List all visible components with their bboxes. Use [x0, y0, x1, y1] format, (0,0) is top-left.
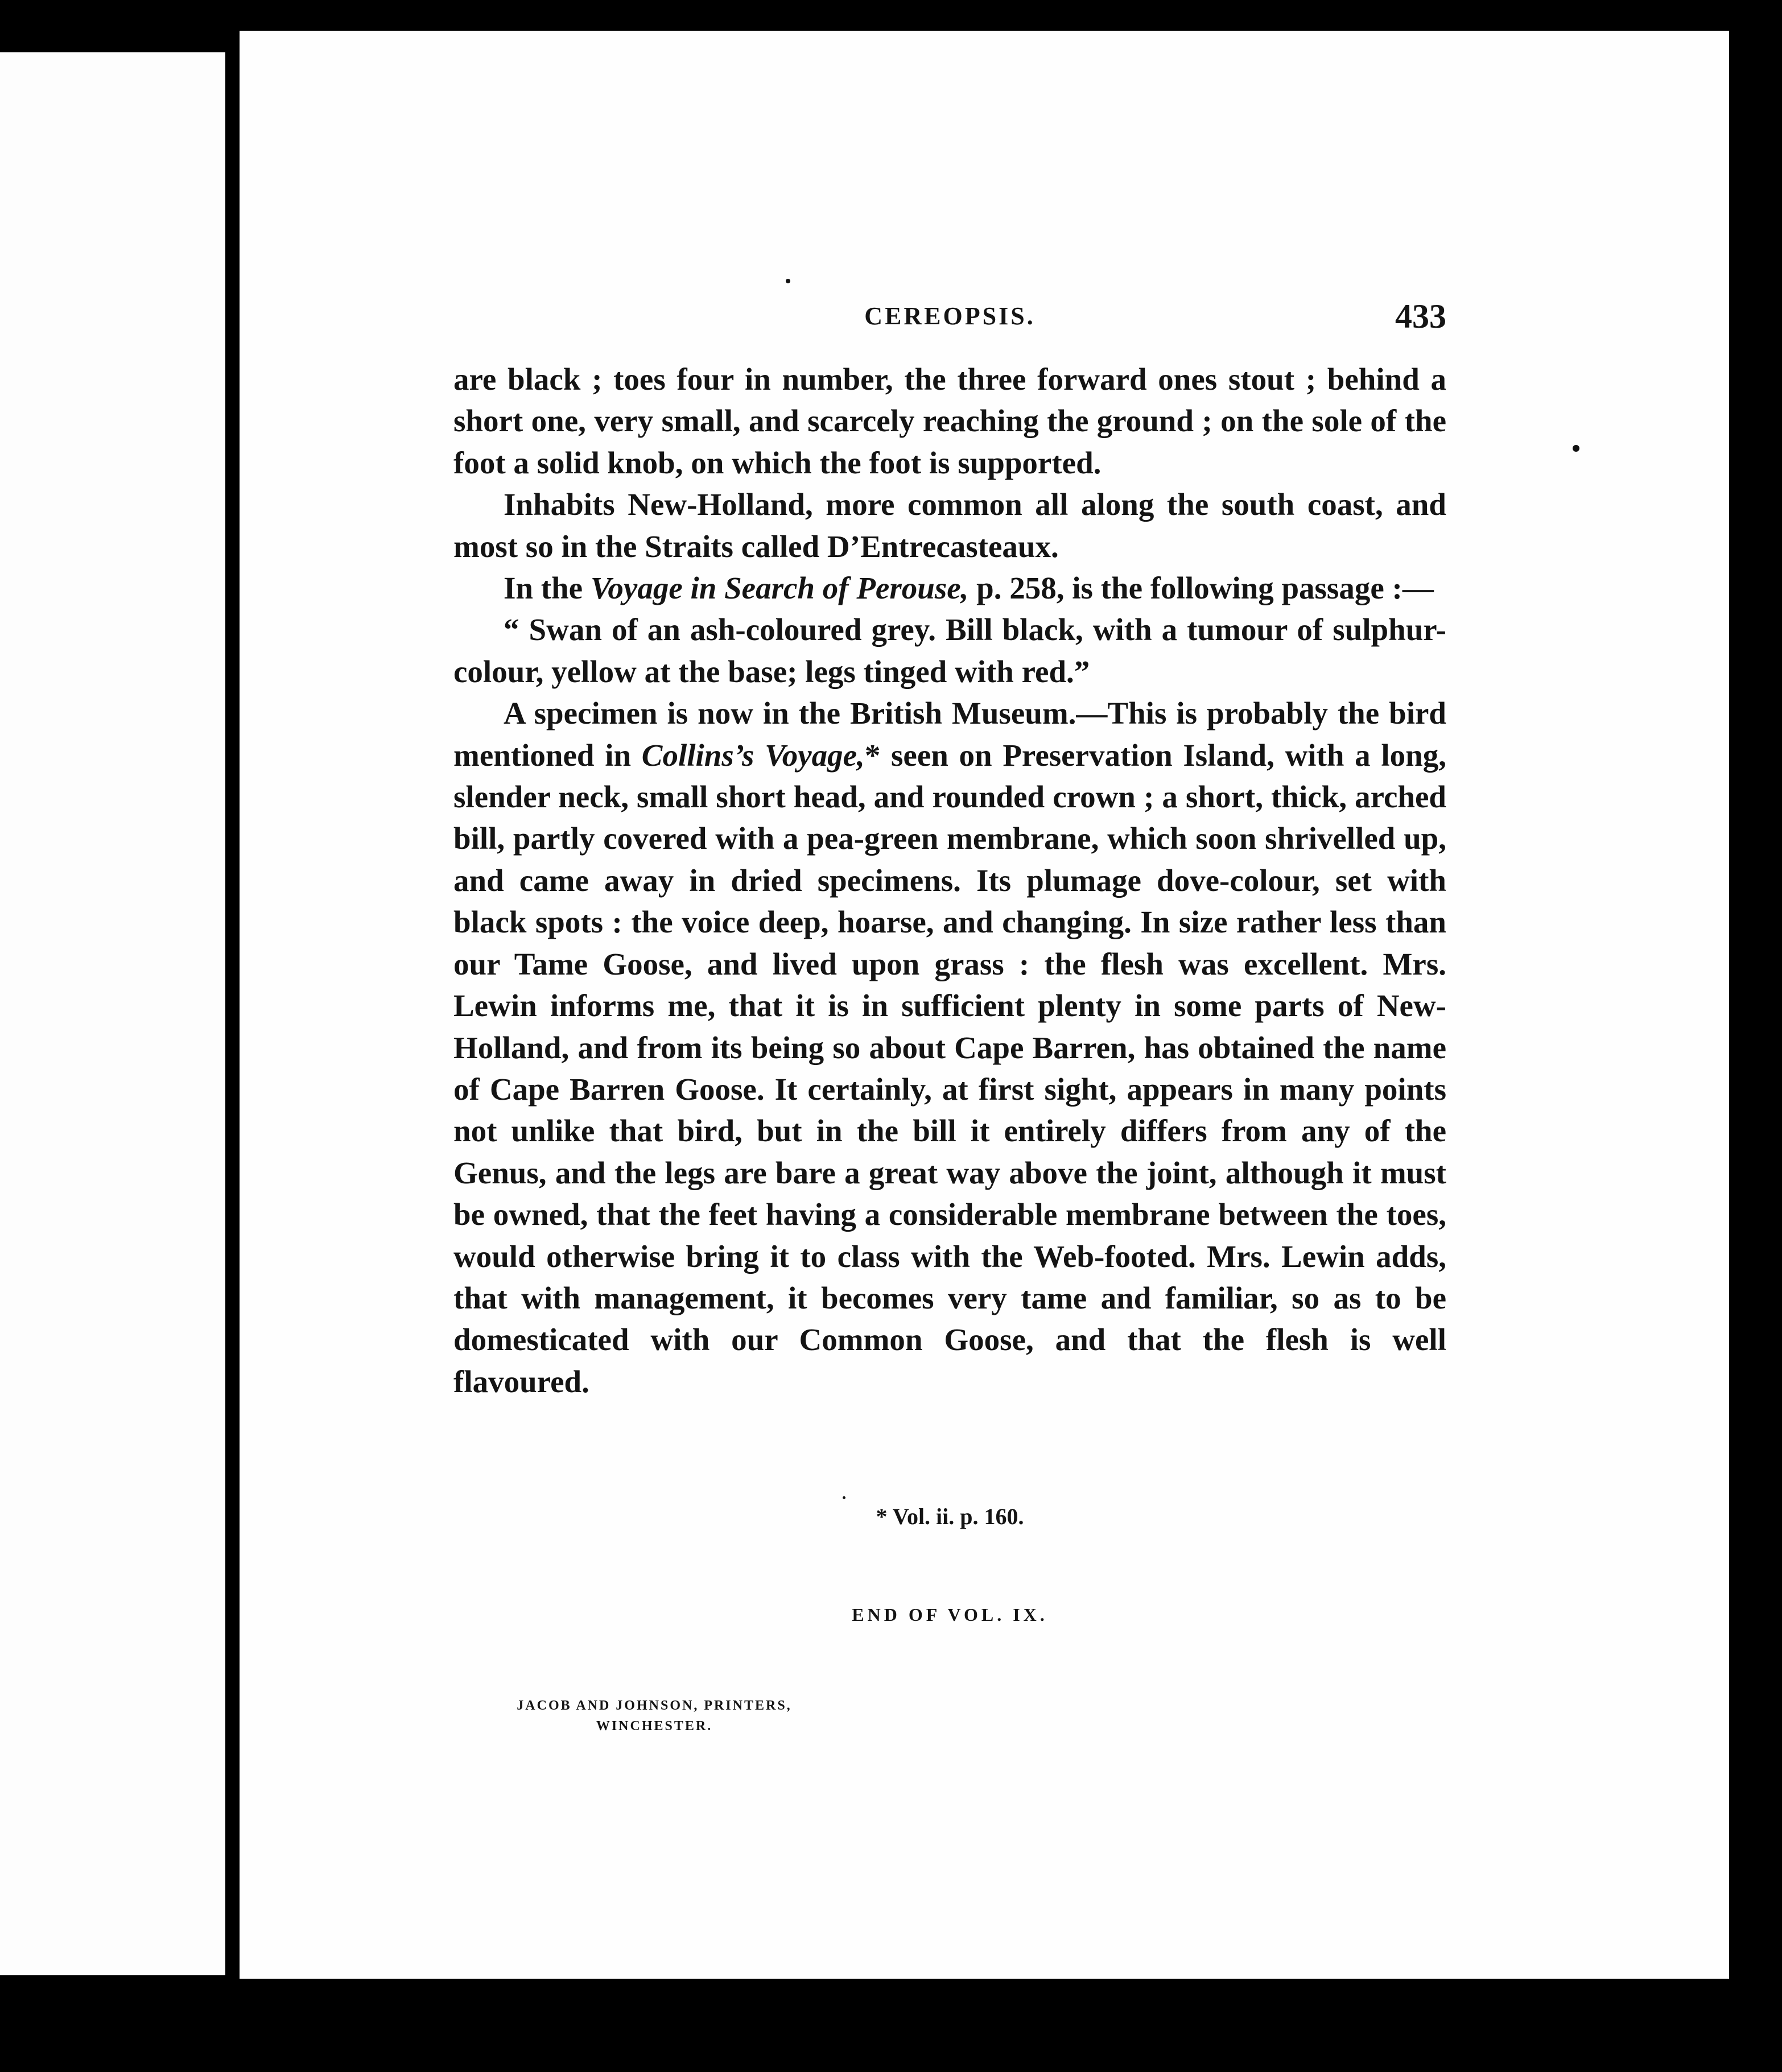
- scan-speck: [843, 1496, 845, 1499]
- body-text: [453, 358, 1446, 1402]
- paragraph-p1: [453, 358, 1446, 484]
- running-head-title: CEREOPSIS.: [864, 302, 1036, 330]
- scan-speck: [1573, 445, 1579, 452]
- printer-imprint: [484, 1695, 825, 1736]
- paragraph-p4: [453, 609, 1446, 692]
- imprint-line-printers: JACOB AND JOHNSON, PRINTERS,: [517, 1698, 792, 1713]
- paragraph-p3: [453, 567, 1446, 609]
- text-run: “ Swan of an ash-coloured grey. Bill black, with a tumour of sulphur-colour, yellow at the base; legs tinged with red.”: [453, 612, 1446, 689]
- end-of-volume: END OF VOL. IX.: [852, 1604, 1048, 1625]
- italic-title: Collins’s Voyage,: [641, 737, 865, 773]
- footnote: * Vol. ii. p. 160.: [876, 1504, 1024, 1529]
- text-run: A specimen is now in the British Museum.—This is probably the bird mentioned in: [453, 696, 1446, 773]
- paragraph-p2: [453, 484, 1446, 567]
- text-run: * seen on Preservation Island, with a long, slender neck, small short head, and rounded crown ; a short, thick, arched bill, partly covered with a pea-green membrane, which soon shrivelled up, and came away in dried specimens. Its plumage dove-colour, set with black spots : the voice deep, hoarse, and changing. In size rather less than our Tame Goose, and lived upon grass : the flesh was excellent. Mrs. Lewin informs me, that it is in sufficient plenty in some parts of New-Holland, and from its being so about Cape Barren, has obtained the name of Cape Barren Goose. It certainly, at first sight, appears in many points not unlike that bird, but in the bill it entirely differs from any of the Genus, and the legs are bare a great way above the joint, although it must be owned, that the feet having a considerable membrane between the toes, would otherwise bring it to class with the Web-footed. Mrs. Lewin adds, that with management, it becomes very tame and familiar, so as to be domesticated with our Common Goose, and that the flesh is well flavoured.: [453, 737, 1447, 1399]
- text-run: Inhabits New-Holland, more common all along the south coast, and most so in the Straits called D’Entrecasteaux.: [453, 487, 1446, 564]
- italic-title: Voyage in Search of Perouse,: [590, 571, 969, 606]
- paragraph-p5: [453, 692, 1446, 1402]
- running-head: [453, 298, 1446, 347]
- text-run: p. 258, is the following passage :—: [968, 571, 1434, 606]
- imprint-line-place: WINCHESTER.: [596, 1719, 713, 1733]
- page-number: 433: [1395, 298, 1446, 335]
- text-run: are black ; toes four in number, the three forward ones stout ; behind a short one, very small, and scarcely reaching the ground ; on the sole of the foot a solid knob, on which the foot is supported.: [453, 362, 1446, 480]
- scan-speck: [786, 279, 790, 283]
- facing-page-blank: [0, 52, 225, 1975]
- text-run: In the: [504, 571, 591, 606]
